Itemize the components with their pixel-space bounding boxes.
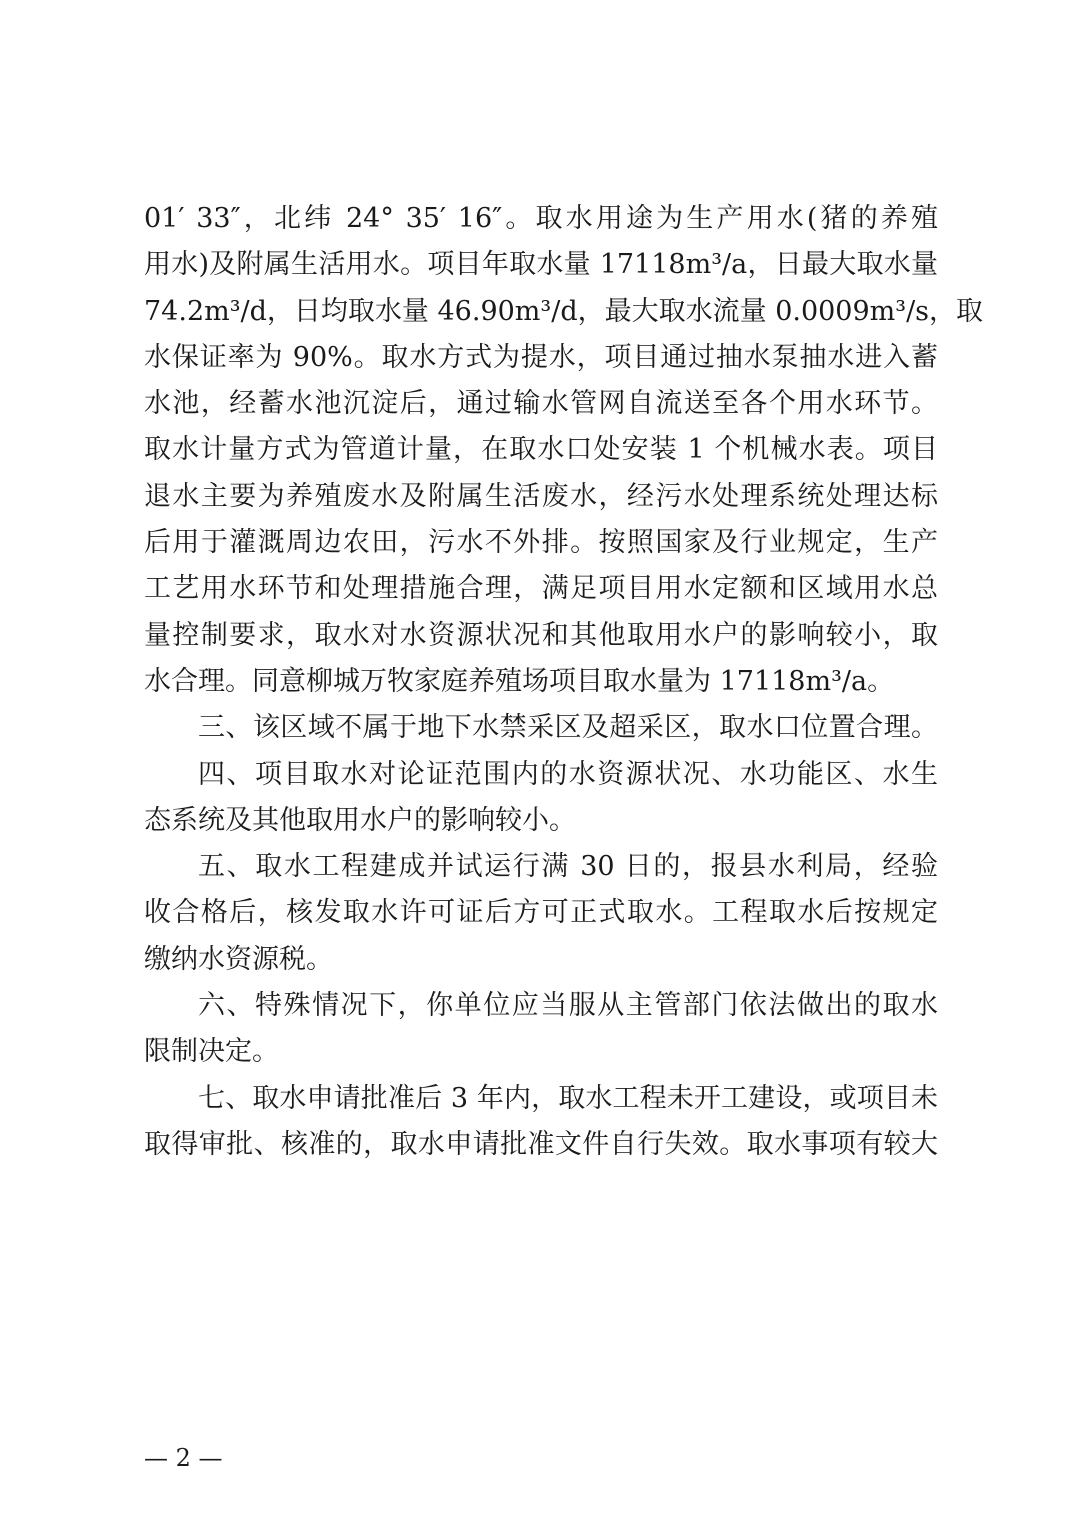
text-line: 限制决定。: [144, 1036, 279, 1068]
text-line: 01′ 33″，北纬 24° 35′ 16″。取水用途为生产用水(猪的养殖: [144, 203, 938, 234]
text-line: 水合理。同意柳城万牧家庭养殖场项目取水量为 17118m³/a。: [144, 665, 895, 697]
text-line: 74.2m³/d，日均取水量 46.90m³/d，最大取水流量 0.0009m³/s，取: [144, 295, 984, 327]
text-line: 收合格后，核发取水许可证后方可正式取水。工程取水后按规定: [144, 897, 938, 929]
paragraph-line-3: 三、该区域不属于地下水禁采区及超采区，取水口位置合理。: [198, 712, 938, 744]
text-line: 水池，经蓄水池沉淀后，通过输水管网自流送至各个用水环节。: [144, 388, 938, 420]
text-line: 工艺用水环节和处理措施合理，满足项目用水定额和区域用水总: [144, 573, 938, 605]
text-line: 取得审批、核准的，取水申请批准文件自行失效。取水事项有较大: [144, 1128, 938, 1160]
body-text: [144, 196, 984, 1168]
paragraph-line-4: 四、项目取水对论证范围内的水资源状况、水功能区、水生: [198, 758, 938, 790]
text-line: 后用于灌溉周边农田，污水不外排。按照国家及行业规定，生产: [144, 527, 938, 559]
text-line: 量控制要求，取水对水资源状况和其他取用水户的影响较小，取: [144, 619, 938, 651]
text-line: 用水)及附属生活用水。项目年取水量 17118m³/a，日最大取水量: [144, 249, 938, 281]
text-line: 水保证率为 90%。取水方式为提水，项目通过抽水泵抽水进入蓄: [144, 341, 938, 373]
page-number: — 2 —: [144, 1444, 223, 1472]
paragraph-line-5: 五、取水工程建成并试运行满 30 日的，报县水利局，经验: [198, 851, 938, 883]
text-line: 退水主要为养殖废水及附属生活废水，经污水处理系统处理达标: [144, 480, 938, 512]
text-line: 缴纳水资源税。: [144, 943, 333, 975]
paragraph-line-7: 七、取水申请批准后 3 年内，取水工程未开工建设，或项目未: [198, 1082, 938, 1114]
paragraph-line-6: 六、特殊情况下，你单位应当服从主管部门依法做出的取水: [198, 990, 938, 1022]
text-line: 态系统及其他取用水户的影响较小。: [144, 804, 576, 836]
text-line: 取水计量方式为管道计量，在取水口处安装 1 个机械水表。项目: [144, 434, 938, 466]
